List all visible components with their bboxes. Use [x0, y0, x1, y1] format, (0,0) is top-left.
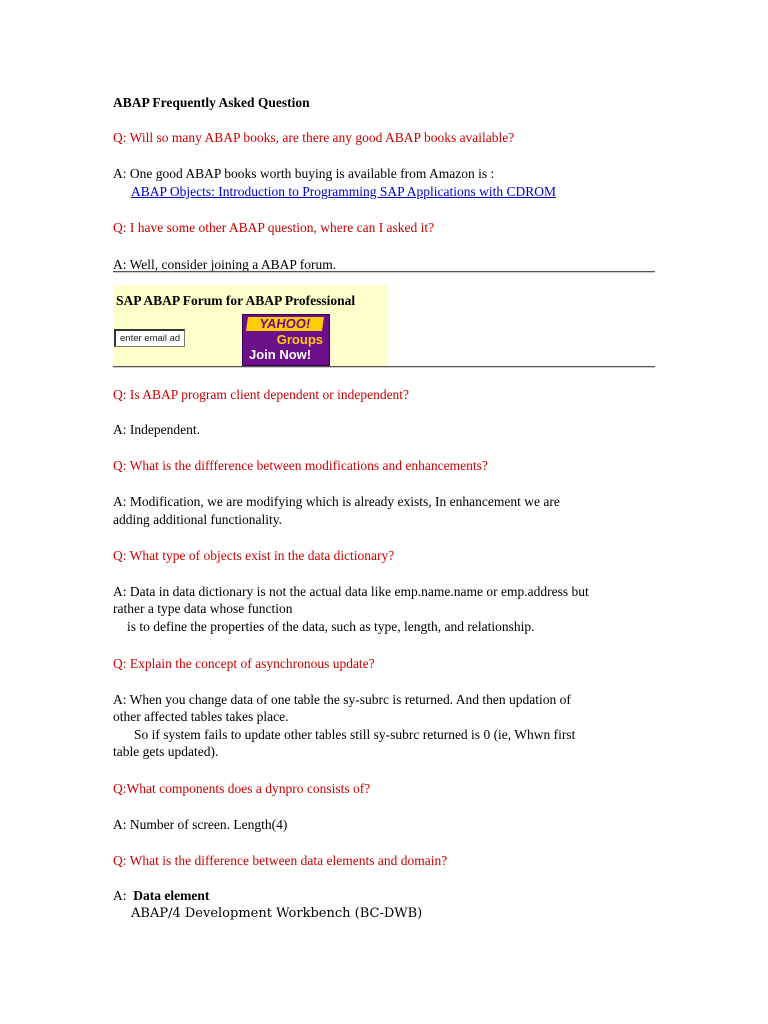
yahoo-logo: YAHOO!	[246, 317, 324, 331]
answer-3: A: Independent.	[113, 422, 200, 437]
answer-7: A: Number of screen. Length(4)	[113, 817, 288, 832]
answer-5-line-1: A: Data in data dictionary is not the actual data like emp.name.name or emp.address but	[113, 584, 589, 599]
forum-signup-box	[113, 285, 387, 367]
answer-6-line-1: A: When you change data of one table the sy-subrc is returned. And then updation of	[113, 692, 571, 707]
page-title: ABAP Frequently Asked Question	[113, 95, 310, 110]
answer-4-line-1: A: Modification, we are modifying which is already exists, In enhancement we are	[113, 494, 560, 509]
answer-8-line-2: ABAP/4 Development Workbench (BC-DWB)	[131, 906, 423, 921]
answer-6-line-3: So if system fails to update other tables still sy-subrc returned is 0 (ie, Whwn first	[134, 727, 576, 742]
divider-top	[113, 271, 655, 273]
forum-title: SAP ABAP Forum for ABAP Professional	[116, 293, 356, 308]
question-7: Q:What components does a dynpro consists of?	[113, 781, 371, 796]
divider-bottom	[113, 366, 655, 368]
answer-5-line-2: rather a type data whose function	[113, 601, 293, 616]
answer-6-line-4: table gets updated).	[113, 744, 219, 759]
email-input[interactable]: enter email ad	[114, 329, 185, 347]
join-now-label: Join Now!	[249, 347, 312, 362]
answer-2: A: Well, consider joining a ABAP forum.	[113, 257, 337, 272]
answer-1: A: One good ABAP books worth buying is available from Amazon is :	[113, 166, 495, 181]
question-6: Q: Explain the concept of asynchronous update?	[113, 656, 375, 671]
answer-4-line-2: adding additional functionality.	[113, 512, 282, 527]
answer-8-prefix: A:	[113, 888, 134, 903]
answer-5-line-3: is to define the properties of the data, such as type, length, and relationship.	[127, 619, 535, 634]
question-2: Q: I have some other ABAP question, where can I asked it?	[113, 220, 435, 235]
question-8: Q: What is the difference between data elements and domain?	[113, 853, 448, 868]
book-link[interactable]: ABAP Objects: Introduction to Programming SAP Applications with CDROM	[131, 184, 556, 199]
question-4: Q: What is the diffference between modifications and enhancements?	[113, 458, 488, 473]
question-1: Q: Will so many ABAP books, are there any good ABAP books available?	[113, 130, 515, 145]
answer-6-line-2: other affected tables takes place.	[113, 709, 289, 724]
question-5: Q: What type of objects exist in the data dictionary?	[113, 548, 395, 563]
question-3: Q: Is ABAP program client dependent or independent?	[113, 387, 410, 402]
answer-1-link-wrap	[131, 183, 556, 201]
yahoo-groups-join-button[interactable]	[242, 314, 330, 366]
answer-8-line-1	[113, 887, 209, 905]
groups-label: Groups	[276, 332, 323, 347]
data-element-heading: Data element	[133, 888, 210, 903]
